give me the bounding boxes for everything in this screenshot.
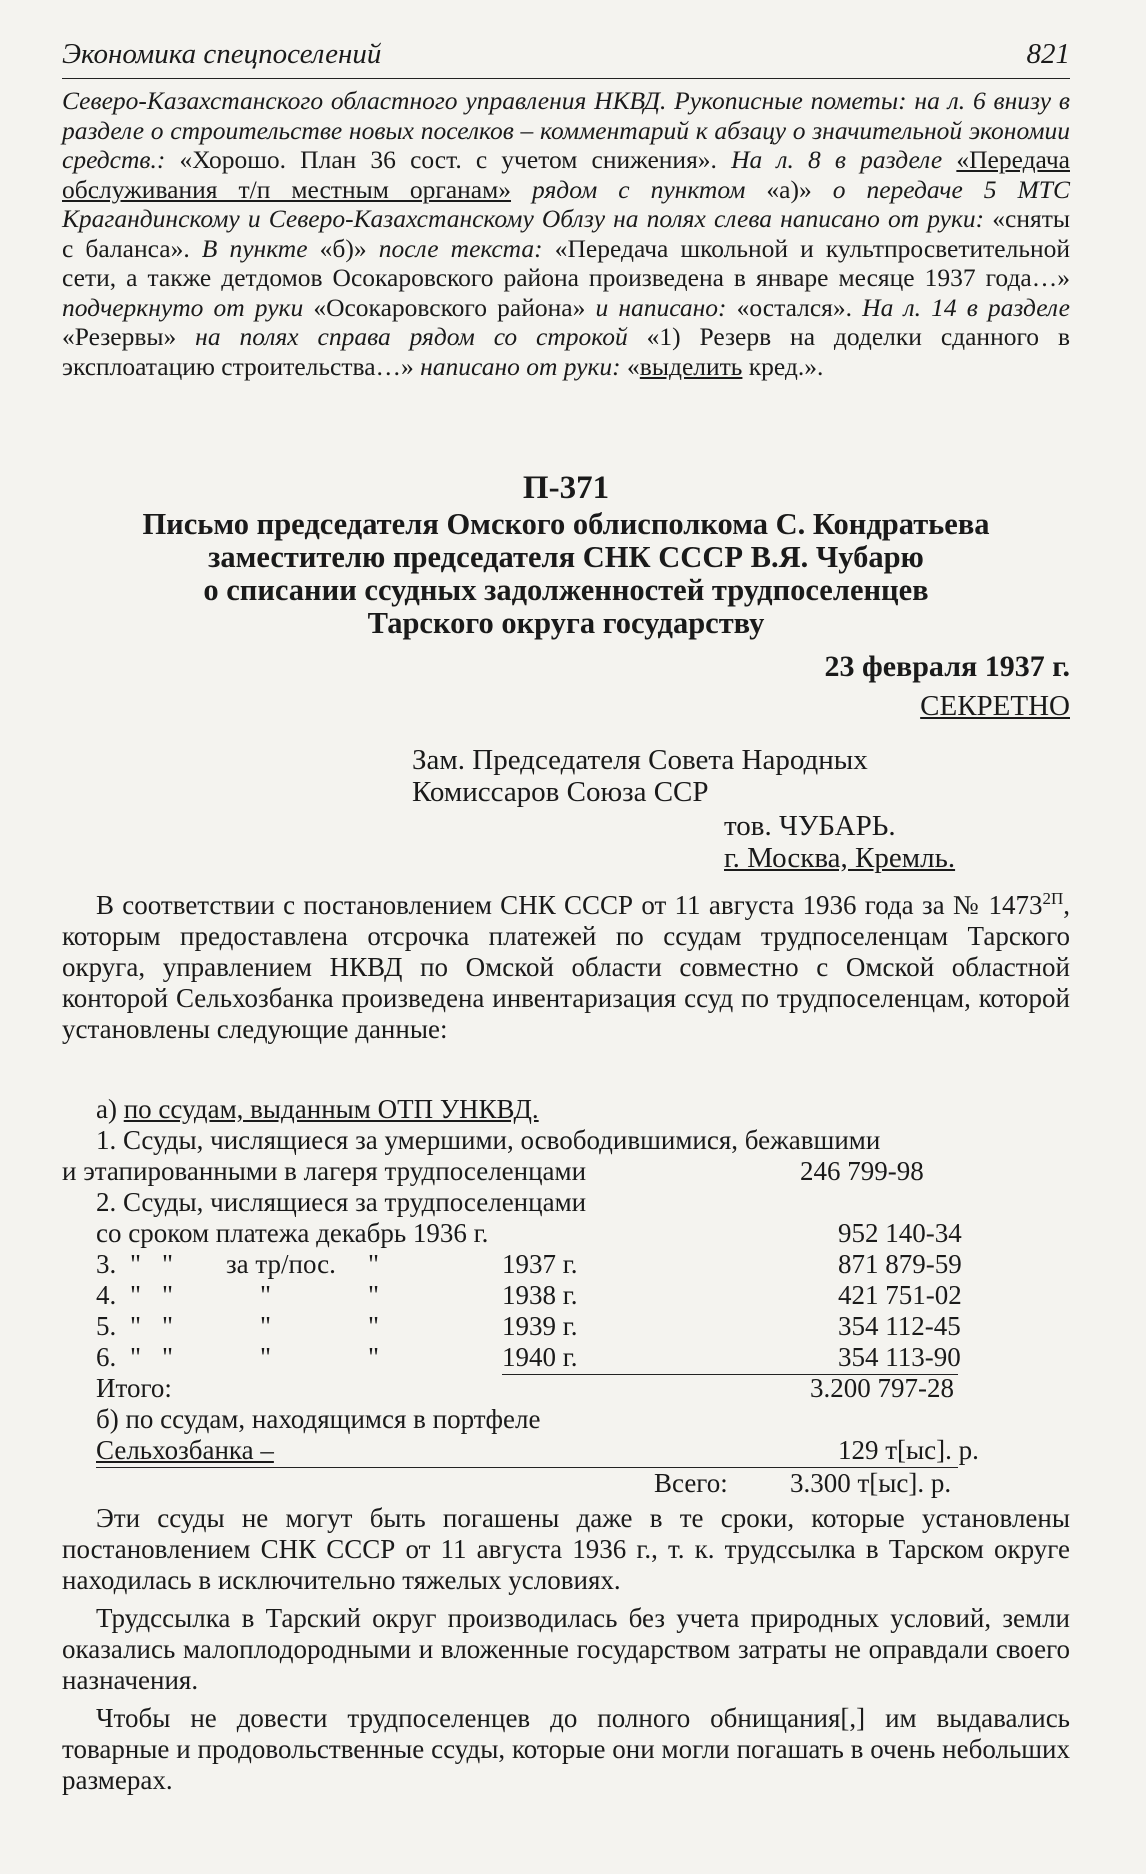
note-text: В пункте [189, 233, 320, 263]
book-page: Экономика спецпоселений 821 Северо-Казахстанского областного управления НКВД. Рукописные пометы: на л. 6 внизу в разделе о строительстве новых поселков – комментарий к абзацу о значительной экономии средств.: «Хорошо. План 36 сост. с учетом снижения». На л. 8 в разделе «Передача обслуживания т/п местным органам» рядом с пунктом «а)» о передаче 5 МТС Крагандинскому и Северо-Казахстанскому Облзу на полях слева написано от руки: «сняты с баланса». В пункте «б)» после текста: «Передача школьной и культпросветительной сети, а также детдомов Осокаровского района произведена в январе месяце 1937 года…» подчеркнуто от руки «Осокаровского района» и написано: «остался». На л. 14 в разделе «Резервы» на полях справа рядом со строкой «1) Резерв на доделки сданного в эксплоатацию строительства…» написано от руки: «выделить кред.». П-371 Письмо председателя Омского облисполкома С. Кондратьева заместителю председателя СНК СССР В.Я. Чубарю о списании ссудных задолженностей трудпоселенцев Тарского округа государству 23 февраля 1937 г. СЕКРЕТНО Зам. Председателя Совета Народных Комиссаров Союза ССР тов. ЧУБАРЬ. г. Москва, Кремль. В соответствии с постановлением СНК СССР от 11 августа 1936 года за № $1473^{2П}$, которым предоставлена отсрочка платежей по ссудам трудпоселенцам Тарского округа, управлением НКВД по Омской области совместно с Омской областной конторой Сельхозбанка произведена инвентаризация ссуд по трудпоселенцам, которой установлены следующие данные: а) по ссудам, выданным ОТП УНКВД. 1. Ссуды, числящиеся за умершими, освободившимися, бежавшими и этапированными в лагеря трудпоселенцами 246 799-98 2. Ссуды, числящиеся за трудпоселенцами со сроком платежа декабрь 1936 г. 952 140-34 3. " " за тр/пос. " 1937 г. 871 879-59 4. " " " " 1938 г. 421 751-02 5. " " " " 1939 г. 354 112-45 6. " " " " 1940 г. 354 113-90 Итого: 3.200 797-28 б) по ссудам, находящимся в портфеле Сельхозбанка – 129 т[ыс]. р. Всего: 3.300 т[ыс]. р. Эти ссуды не могут быть погашены даже в те сроки, которые установлены постановлением СНК СССР от 11 августа 1936 г., т. к. трудссылка в Тарском округе находилась в исключительно тяжелых условиях. Трудссылка в Тарский округ производилась без учета природных условий, земли оказались малоплодородными и вложенные государством затраты не оправдали своего назначения. Чтобы не довести трудпоселенцев до полного обнищания[,] им выдавались товарные и продовольственные ссуды, которые они могли погашать в очень небольших размерах. [62, 0, 1070, 1874]
note-quote: «1) Резерв на доделки сданного в эксплоатацию строительства…» [62, 322, 1070, 381]
document-number: П-371 [522, 470, 610, 506]
note-quote: «сняты с баланса». [62, 204, 1070, 263]
total-value: 3.200 797-28 [810, 1373, 954, 1403]
list-b-heading: б) по ссудам, находящимся в портфеле [96, 1404, 541, 1434]
list-item-1: 1. Ссуды, числящиеся за умершими, освободившимися, бежавшими [96, 1125, 881, 1155]
footnote-ref: 2П [1042, 889, 1064, 908]
note-quote: «а)» [766, 174, 812, 204]
paragraph-4: Чтобы не довести трудпоселенцев до полного обнищания[,] им выдавались товарные и продовольственные ссуды, которые они могли погашать в очень небольших размерах. [62, 1703, 1070, 1795]
running-header [62, 34, 1070, 79]
note-text: рядом с пунктом [511, 174, 767, 204]
paragraph-1: В соответствии с постановлением СНК СССР от 11 августа 1936 года за № $1473^{2П}$, которым предоставлена отсрочка платежей по ссудам трудпоселенцам Тарского округа, управлением НКВД по Омской области совместно с Омской областной конторой Сельхозбанка произведена инвентаризация ссуд по трудпоселенцам, которой установлены следующие данные: [62, 889, 1070, 1044]
paragraph-2: Эти ссуды не могут быть погашены даже в те сроки, которые установлены постановлением СНК СССР от 11 августа 1936 г., т. к. трудссылка в Тарском округе находилась в исключительно тяжелых условиях. [62, 1503, 1070, 1595]
list-value: 246 799-98 [800, 1156, 924, 1186]
addressee-location: г. Москва, Кремль. [724, 842, 956, 874]
note-quote: «б)» [319, 233, 367, 263]
addressee-line: Зам. Председателя Совета Народных [412, 744, 868, 776]
note-quote: «Передача обслуживания т/п местным органам» [62, 145, 1070, 204]
note-quote: «остался». [736, 292, 853, 322]
editorial-note [62, 86, 1070, 381]
classification-stamp: СЕКРЕТНО [920, 690, 1070, 722]
addressee-name: тов. ЧУБАРЬ. [724, 810, 896, 842]
grand-total-value: 3.300 т[ыс]. р. [790, 1468, 952, 1498]
note-text: На л. 8 в разделе [716, 145, 957, 174]
list-b-heading-cont: Сельхозбанка – [96, 1435, 274, 1465]
note-text: после текста: [366, 233, 555, 263]
note-quote: «Осокаровского района» [313, 292, 586, 322]
note-quote: «Передача школьной и культпросветительной сети, а также детдомов Осокаровского района произведена в январе месяце 1937 года…» [62, 233, 1070, 292]
document-date: 23 февраля 1937 г. [824, 650, 1070, 683]
note-text: На л. 14 в разделе [852, 292, 1070, 322]
note-text: на полях справа рядом со строкой [176, 322, 647, 351]
page-number: 821 [1026, 38, 1070, 70]
total-label: Итого: [96, 1373, 172, 1403]
list-item-2: 2. Ссуды, числящиеся за трудпоселенцами [96, 1187, 587, 1217]
note-text: о передаче 5 МТС Крагандинскому и Северо-Казахстанскому Облзу на полях слева написано от руки: [62, 174, 1070, 233]
note-quote: «Резервы» [62, 322, 177, 351]
note-text: подчеркнуто от руки [62, 292, 314, 322]
paragraph-3: Трудссылка в Тарский округ производилась без учета природных условий, земли оказались малоплодородными и вложенные государством затраты не оправдали своего назначения. [62, 1603, 1070, 1695]
note-text: Северо-Казахстанского областного управления НКВД. Рукописные пометы: на л. 6 внизу в разделе о строительстве новых поселков – комментарий к абзацу о значительной экономии средств.: [62, 86, 1070, 174]
list-value: 129 т[ыс]. р. [838, 1435, 979, 1465]
note-quote: «выделить кред.». [627, 351, 824, 381]
section-title: Экономика спецпоселений [62, 38, 382, 70]
note-quote: «Хорошо. План 36 сост. с учетом снижения». [179, 145, 717, 174]
list-value: 952 140-34 [838, 1218, 962, 1248]
addressee-line: Комиссаров Союза ССР [412, 776, 709, 808]
document-title: Письмо председателя Омского облисполкома С. Кондратьева заместителю председателя СНК СССР В.Я. Чубарю о списании ссудных задолженностей трудпоселенцев Тарского округа государству [142, 507, 990, 640]
grand-total-label: Всего: [654, 1468, 728, 1498]
list-a-heading: а) по ссудам, выданным ОТП УНКВД. [96, 1094, 539, 1124]
list-item-1-cont: и этапированными в лагеря трудпоселенцами [62, 1156, 587, 1186]
note-text: написано от руки: [413, 351, 628, 381]
list-item-2-cont: со сроком платежа декабрь 1936 г. [96, 1218, 489, 1248]
note-text: и написано: [585, 292, 737, 322]
